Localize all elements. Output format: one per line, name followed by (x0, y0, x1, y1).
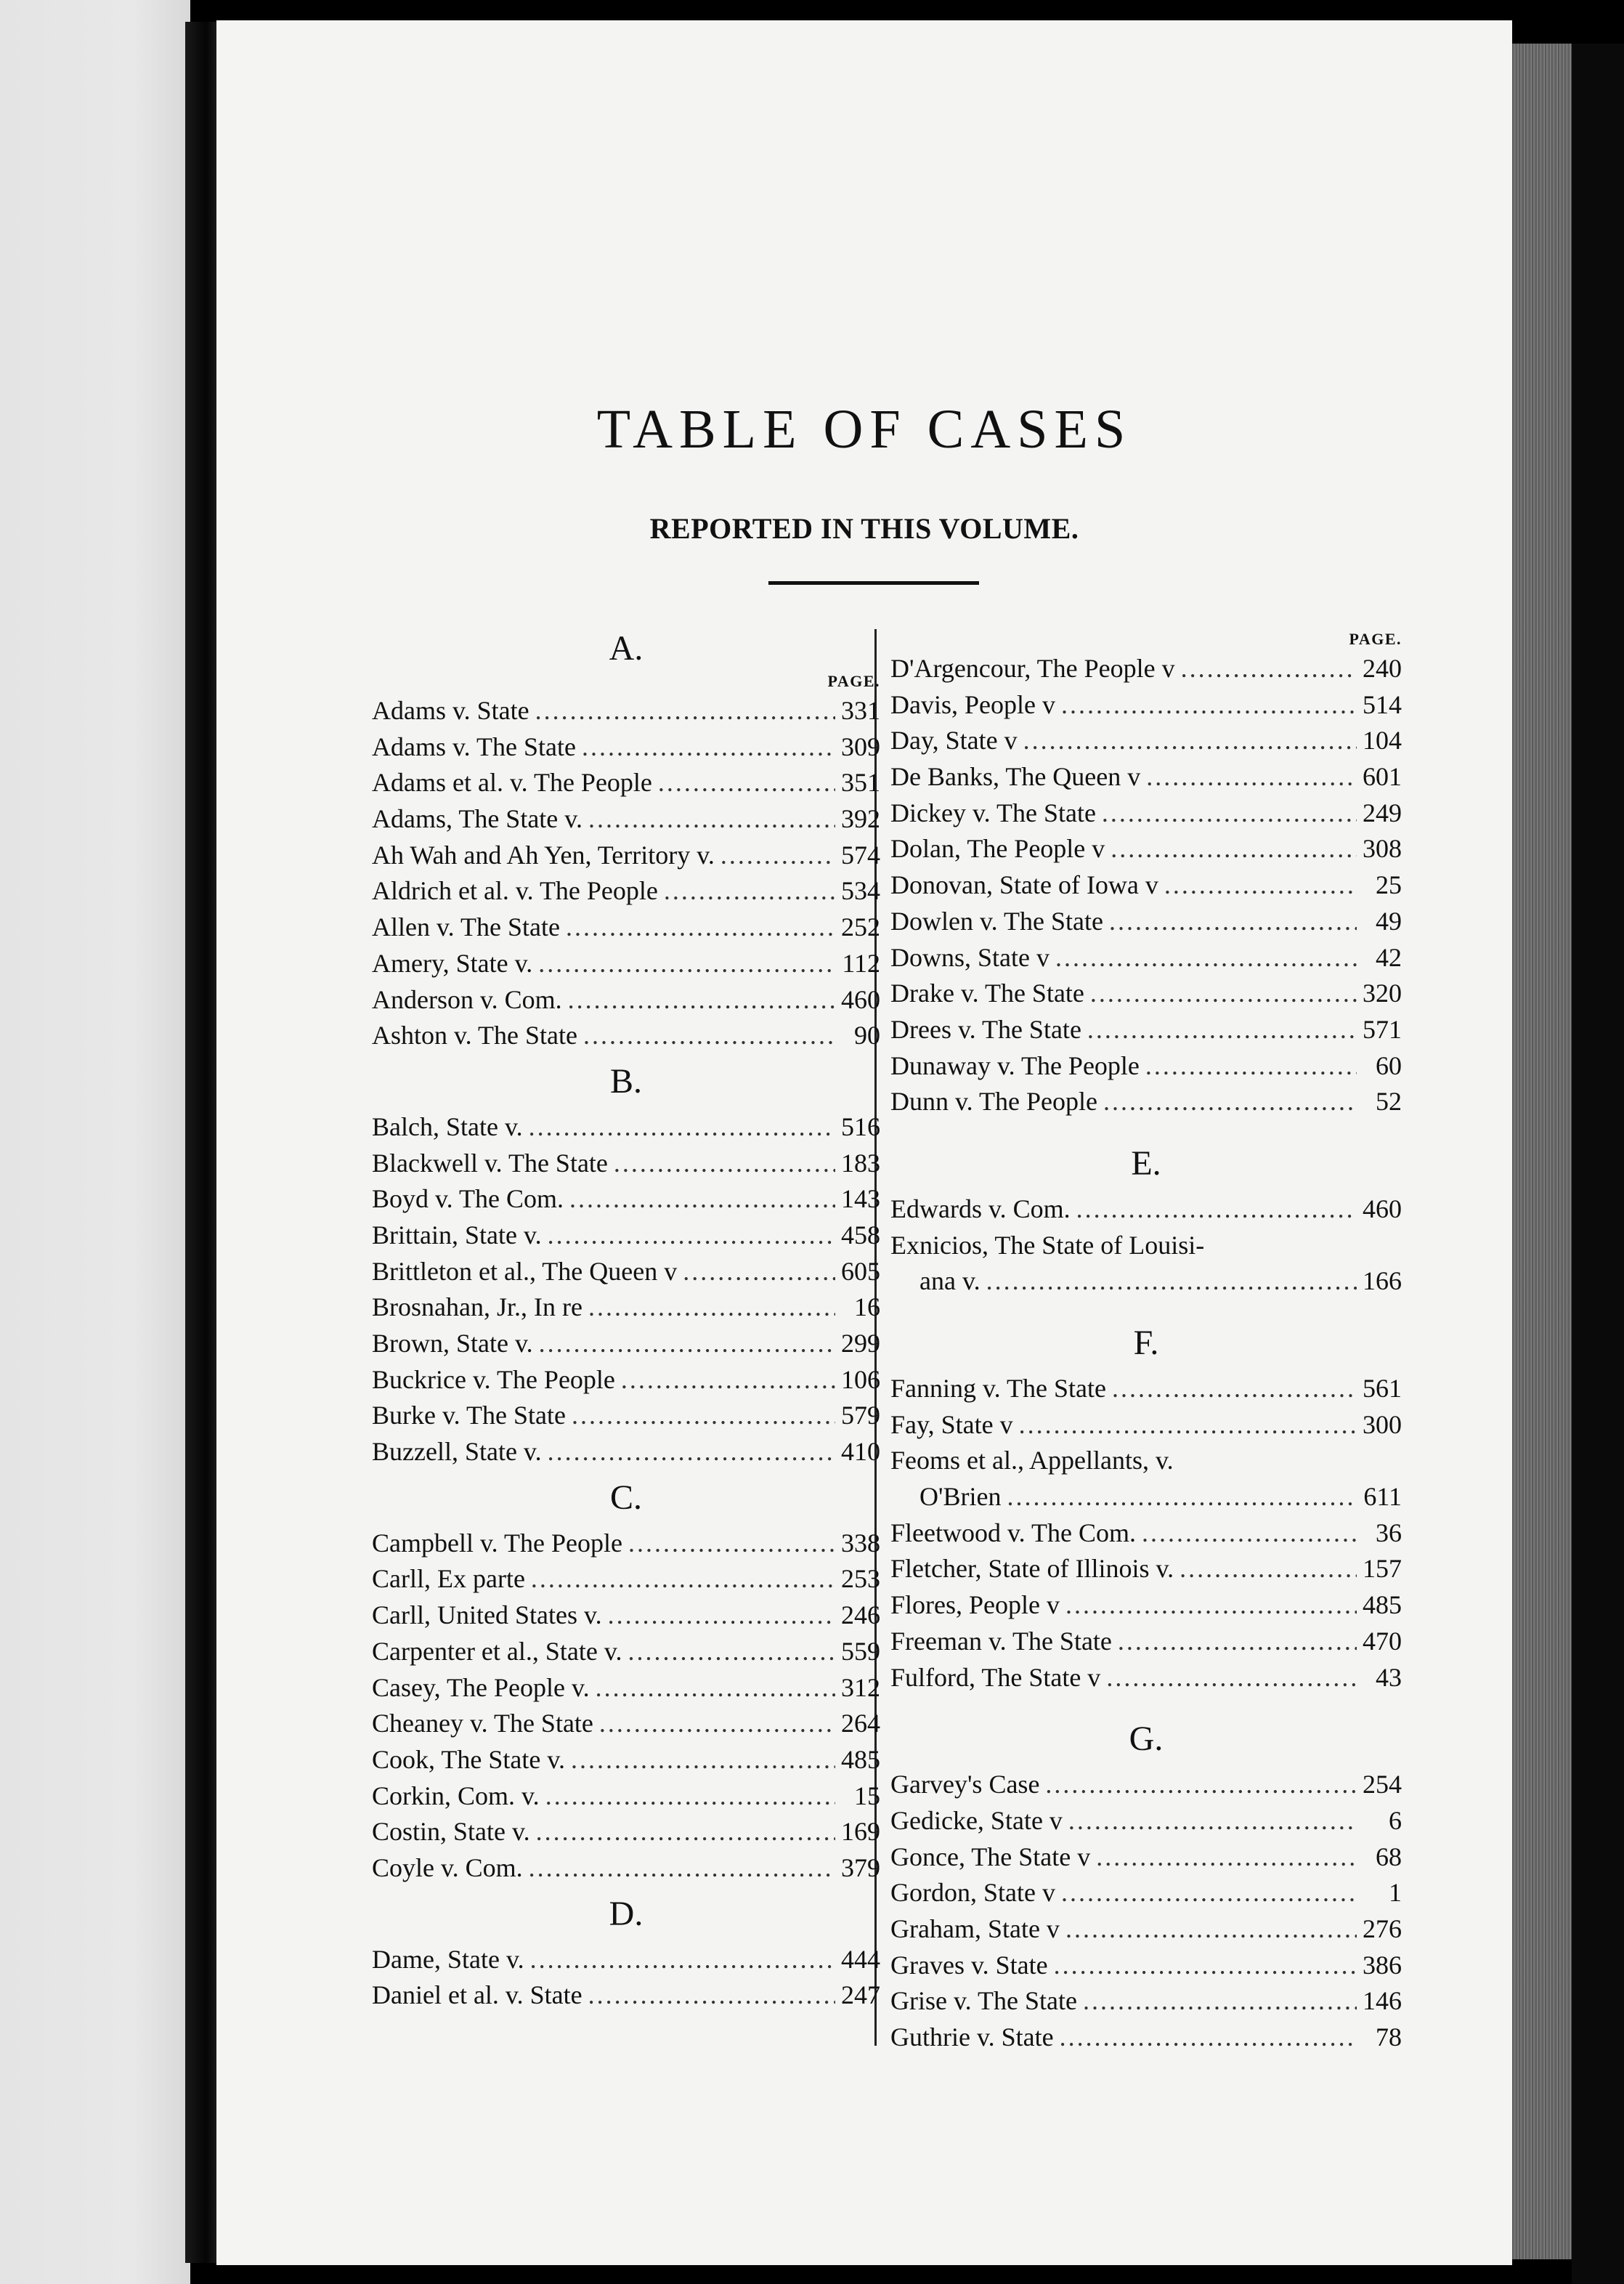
case-page-number: 300 (1363, 1409, 1402, 1439)
case-name: Donovan, State of Iowa v (890, 870, 1158, 900)
case-entry (372, 693, 880, 729)
case-page-number: 601 (1363, 762, 1402, 792)
case-entry (890, 1191, 1402, 1228)
case-name: Coyle v. Com. (372, 1852, 523, 1882)
case-entry (890, 1803, 1402, 1839)
dot-leader (1112, 1371, 1357, 1407)
case-name: Grise v. The State (890, 1986, 1077, 2016)
case-name: Adams v. State (372, 696, 529, 725)
case-name: Gonce, The State v (890, 1842, 1091, 1871)
page-edges (1512, 44, 1572, 2259)
case-entry (372, 1634, 880, 1670)
case-name: Casey, The People v. (372, 1672, 590, 1702)
dot-leader (548, 1434, 835, 1470)
case-entry (372, 910, 880, 946)
case-entry (890, 687, 1402, 724)
case-entry (372, 729, 880, 766)
case-name: Buzzell, State v. (372, 1437, 542, 1467)
case-name: Brittain, State v. (372, 1220, 542, 1250)
case-entry (372, 1181, 880, 1218)
case-entry (372, 1362, 880, 1398)
case-page-number: 470 (1363, 1626, 1402, 1656)
case-page-number: 299 (841, 1329, 880, 1358)
case-entry (372, 1977, 880, 2014)
case-page-number: 312 (841, 1672, 880, 1702)
case-entry (890, 831, 1402, 867)
case-page-number: 68 (1376, 1842, 1402, 1871)
title-rule (768, 581, 979, 585)
case-page-number: 514 (1363, 689, 1402, 719)
book-gutter (185, 22, 220, 2263)
case-entry (372, 1850, 880, 1887)
dot-leader (536, 1814, 835, 1850)
case-entry (372, 1018, 880, 1054)
case-page-number: 240 (1363, 654, 1402, 683)
case-name: Exnicios, The State of Louisi- (890, 1230, 1205, 1260)
dot-leader (608, 1597, 835, 1634)
case-entry (890, 1839, 1402, 1876)
case-entry (372, 1561, 880, 1597)
case-entry (372, 1706, 880, 1742)
section-letter: D. (609, 1894, 643, 1933)
dot-leader (529, 1109, 835, 1146)
case-name: Aldrich et al. v. The People (372, 876, 658, 906)
case-entry (372, 873, 880, 910)
case-page-number: 169 (841, 1817, 880, 1847)
dot-leader (1083, 1983, 1357, 2020)
case-name: Guthrie v. State (890, 2022, 1054, 2052)
case-entry (890, 867, 1402, 904)
case-page-number: 611 (1363, 1482, 1402, 1512)
case-entry (372, 1942, 880, 1978)
table-of-cases-page (216, 20, 1512, 2265)
dot-leader (1118, 1624, 1357, 1660)
case-entry (372, 801, 880, 838)
dot-leader (1181, 651, 1357, 687)
case-entry (372, 1109, 880, 1146)
dot-leader (1055, 940, 1357, 976)
case-page-number: 574 (841, 840, 880, 870)
case-page-number: 42 (1376, 942, 1402, 972)
case-name: Dunaway v. The People (890, 1050, 1140, 1080)
case-page-number: 309 (841, 732, 880, 761)
case-name: Graham, State v (890, 1914, 1060, 1943)
case-name: Carpenter et al., State v. (372, 1636, 622, 1666)
facing-page (0, 0, 190, 2284)
page-title: TABLE OF CASES (596, 399, 1132, 460)
dot-leader (614, 1146, 835, 1182)
case-entry (372, 838, 880, 874)
case-page-number: 52 (1376, 1087, 1402, 1117)
case-page-number: 485 (1363, 1590, 1402, 1620)
case-entry (890, 1875, 1402, 1911)
dot-leader (664, 873, 835, 910)
case-entry (890, 1407, 1402, 1443)
case-name: Balch, State v. (372, 1111, 523, 1141)
dot-leader (539, 1326, 835, 1362)
dot-leader (1023, 723, 1357, 759)
dot-leader (720, 838, 835, 874)
dot-leader (588, 801, 835, 838)
dot-leader (1164, 867, 1357, 904)
case-name: Feoms et al., Appellants, v. (890, 1446, 1174, 1475)
case-name: Ah Wah and Ah Yen, Territory v. (372, 840, 715, 870)
case-page-number: 458 (841, 1220, 880, 1250)
case-entry (372, 1289, 880, 1326)
dot-leader (1109, 904, 1357, 940)
case-name: Freeman v. The State (890, 1626, 1112, 1656)
case-page-number: 90 (854, 1021, 880, 1050)
section-gap (890, 1300, 1402, 1316)
dot-leader (530, 1942, 835, 1978)
case-entry (372, 982, 880, 1019)
case-name: O'Brien (919, 1482, 1002, 1512)
case-page-number: 386 (1363, 1950, 1402, 1980)
case-page-number: 534 (841, 876, 880, 906)
section-letter: E. (1131, 1143, 1161, 1183)
dot-leader (1180, 1551, 1357, 1587)
case-page-number: 579 (841, 1401, 880, 1430)
case-page-number: 49 (1376, 906, 1402, 936)
section-letter: C. (609, 1478, 642, 1517)
case-name: Carll, Ex parte (372, 1564, 525, 1594)
case-entry (890, 1911, 1402, 1948)
case-page-number: 331 (841, 696, 880, 725)
dot-leader (1045, 1767, 1357, 1803)
case-page-number: 254 (1363, 1770, 1402, 1799)
case-name: Burke v. The State (372, 1401, 566, 1430)
case-page-number: 379 (841, 1852, 880, 1882)
dot-leader (1090, 976, 1357, 1012)
case-entry (890, 1660, 1402, 1696)
dot-leader (1096, 1839, 1357, 1876)
case-entry (890, 976, 1402, 1012)
section-letter: B. (609, 1061, 642, 1101)
dot-leader (683, 1254, 835, 1290)
case-name: Ashton v. The State (372, 1021, 577, 1050)
case-entry (372, 1146, 880, 1182)
section-letter: A. (609, 629, 643, 668)
case-page-number: 143 (841, 1184, 880, 1214)
case-name: Fanning v. The State (890, 1374, 1106, 1403)
case-page-number: 146 (1363, 1986, 1402, 2016)
case-page-number: 410 (841, 1437, 880, 1467)
case-name: Fay, State v (890, 1409, 1013, 1439)
case-entry (890, 1479, 1402, 1515)
case-name: Dickey v. The State (890, 798, 1096, 827)
page-column-label: PAGE. (1349, 630, 1402, 648)
dot-leader (1007, 1479, 1357, 1515)
case-page-number: 561 (1363, 1374, 1402, 1403)
dot-leader (531, 1561, 835, 1597)
case-name: Cheaney v. The State (372, 1709, 593, 1738)
dot-leader (599, 1706, 835, 1742)
dot-leader (658, 765, 835, 801)
case-entry (372, 1597, 880, 1634)
case-name: Adams et al. v. The People (372, 768, 652, 798)
section-gap (890, 1696, 1402, 1712)
case-page-number: 6 (1389, 1805, 1402, 1835)
case-name: Amery, State v. (372, 948, 533, 978)
page-subtitle: REPORTED IN THIS VOLUME. (649, 512, 1079, 545)
case-entry (372, 765, 880, 801)
case-name: Graves v. State (890, 1950, 1048, 1980)
dot-leader (566, 910, 835, 946)
dot-leader (1142, 1515, 1357, 1552)
case-name: Allen v. The State (372, 912, 560, 942)
section-letter: F. (1133, 1324, 1159, 1362)
case-page-number: 605 (841, 1256, 880, 1286)
case-name: Cook, The State v. (372, 1744, 565, 1774)
dot-leader (596, 1670, 835, 1706)
dot-leader (588, 1977, 835, 2014)
case-entry (890, 1084, 1402, 1120)
case-name: Downs, State v (890, 942, 1049, 972)
case-entry (890, 904, 1402, 940)
dot-leader (1065, 1911, 1357, 1948)
left-column (372, 628, 880, 2014)
case-entry (890, 1624, 1402, 1660)
dot-leader (986, 1263, 1357, 1300)
dot-leader (1145, 1048, 1357, 1085)
dot-leader (1111, 831, 1357, 867)
dot-leader (538, 946, 835, 982)
case-entry (890, 795, 1402, 832)
case-name: Gedicke, State v (890, 1805, 1063, 1835)
case-name: Drees v. The State (890, 1014, 1081, 1044)
case-entry (890, 1767, 1402, 1803)
case-name: Daniel et al. v. State (372, 1980, 582, 2010)
case-page-number: 392 (841, 804, 880, 834)
dot-leader (628, 1526, 835, 1562)
case-name: Dunn v. The People (890, 1087, 1097, 1117)
case-name: Gordon, State v (890, 1878, 1055, 1908)
case-entry (890, 651, 1402, 687)
dot-leader (1068, 1803, 1357, 1839)
dot-leader (1087, 1012, 1357, 1048)
case-name: Flores, People v (890, 1590, 1060, 1620)
case-entry (890, 1228, 1402, 1264)
dot-leader (529, 1850, 835, 1887)
case-page-number: 25 (1376, 870, 1402, 900)
case-entry (890, 1048, 1402, 1085)
case-page-number: 485 (841, 1744, 880, 1774)
case-page-number: 571 (1363, 1014, 1402, 1044)
right-column (890, 628, 1402, 2056)
case-page-number: 264 (841, 1709, 880, 1738)
case-name: Drake v. The State (890, 979, 1084, 1008)
dot-leader (1019, 1407, 1357, 1443)
case-entry (372, 1814, 880, 1850)
case-entry (372, 1218, 880, 1254)
case-name: Dowlen v. The State (890, 906, 1103, 936)
case-page-number: 15 (854, 1781, 880, 1810)
scan-background (1572, 44, 1624, 2284)
case-name: Brown, State v. (372, 1329, 533, 1358)
case-page-number: 247 (841, 1980, 880, 2010)
case-entry (890, 1012, 1402, 1048)
case-name: Dolan, The People v (890, 834, 1105, 864)
case-page-number: 351 (841, 768, 880, 798)
case-page-number: 36 (1376, 1518, 1402, 1547)
case-entry (890, 759, 1402, 795)
dot-leader (548, 1218, 835, 1254)
case-name: Campbell v. The People (372, 1528, 622, 1558)
case-page-number: 559 (841, 1636, 880, 1666)
case-name: Blackwell v. The State (372, 1148, 608, 1178)
case-page-number: 60 (1376, 1050, 1402, 1080)
case-entry (372, 1326, 880, 1362)
dot-leader (569, 1181, 835, 1218)
case-entry (890, 1443, 1402, 1479)
case-entry (372, 1778, 880, 1815)
dot-leader (1061, 1875, 1357, 1911)
dot-leader (1076, 1191, 1357, 1228)
case-page-number: 460 (841, 984, 880, 1014)
case-name: Fulford, The State v (890, 1662, 1101, 1692)
case-page-number: 516 (841, 1111, 880, 1141)
case-name: Costin, State v. (372, 1817, 530, 1847)
dot-leader (545, 1778, 835, 1815)
case-page-number: 183 (841, 1148, 880, 1178)
case-entry (890, 940, 1402, 976)
case-name: Adams, The State v. (372, 804, 582, 834)
dot-leader (572, 1398, 835, 1434)
dot-leader (1061, 687, 1357, 724)
case-entry (890, 1587, 1402, 1624)
case-page-number: 166 (1363, 1266, 1402, 1296)
case-name: Brittleton et al., The Queen v (372, 1256, 678, 1286)
dot-leader (621, 1362, 835, 1398)
dot-leader (588, 1289, 835, 1326)
case-name: ana v. (919, 1266, 981, 1296)
case-entry (890, 1263, 1402, 1300)
dot-leader (582, 729, 835, 766)
case-entry (890, 1551, 1402, 1587)
case-entry (372, 946, 880, 982)
case-name: D'Argencour, The People v (890, 654, 1175, 683)
case-name: Fletcher, State of Illinois v. (890, 1554, 1174, 1584)
dot-leader (1103, 1084, 1357, 1120)
dot-leader (568, 982, 835, 1019)
case-name: Dame, State v. (372, 1944, 524, 1974)
case-page-number: 460 (1363, 1194, 1402, 1223)
case-name: Brosnahan, Jr., In re (372, 1292, 582, 1322)
case-page-number: 106 (841, 1364, 880, 1394)
case-entry (372, 1398, 880, 1434)
page-column-label: PAGE. (827, 672, 880, 690)
section-letter: G. (1129, 1720, 1164, 1759)
case-page-number: 112 (842, 948, 880, 978)
case-name: Anderson v. Com. (372, 984, 562, 1014)
case-name: Davis, People v (890, 689, 1055, 719)
dot-leader (1060, 2020, 1357, 2056)
case-page-number: 444 (841, 1944, 880, 1974)
case-name: Day, State v (890, 726, 1018, 756)
case-page-number: 338 (841, 1528, 880, 1558)
case-page-number: 43 (1376, 1662, 1402, 1692)
case-name: Garvey's Case (890, 1770, 1040, 1799)
case-entry (890, 1983, 1402, 2020)
case-page-number: 157 (1363, 1554, 1402, 1584)
case-entry (372, 1254, 880, 1290)
case-entry (890, 723, 1402, 759)
dot-leader (535, 693, 835, 729)
case-page-number: 16 (854, 1292, 880, 1322)
case-entry (372, 1670, 880, 1706)
case-entry (890, 1948, 1402, 1984)
case-name: Carll, United States v. (372, 1600, 602, 1630)
case-entry (890, 2020, 1402, 2056)
case-name: Adams v. The State (372, 732, 576, 761)
case-entry (890, 1371, 1402, 1407)
case-name: Buckrice v. The People (372, 1364, 615, 1394)
case-name: Edwards v. Com. (890, 1194, 1071, 1223)
case-entry (890, 1515, 1402, 1552)
case-name: Boyd v. The Com. (372, 1184, 564, 1214)
dot-leader (583, 1018, 835, 1054)
case-page-number: 104 (1363, 726, 1402, 756)
case-entry (372, 1526, 880, 1562)
dot-leader (1146, 759, 1357, 795)
section-gap (890, 1120, 1402, 1136)
case-page-number: 276 (1363, 1914, 1402, 1943)
case-page-number: 249 (1363, 798, 1402, 827)
case-page-number: 1 (1389, 1878, 1402, 1908)
case-entry (372, 1434, 880, 1470)
case-page-number: 320 (1363, 979, 1402, 1008)
dot-leader (628, 1634, 835, 1670)
case-name: De Banks, The Queen v (890, 762, 1141, 792)
case-page-number: 308 (1363, 834, 1402, 864)
case-page-number: 78 (1376, 2022, 1402, 2052)
case-entry (372, 1742, 880, 1778)
dot-leader (1065, 1587, 1357, 1624)
case-page-number: 246 (841, 1600, 880, 1630)
case-name: Corkin, Com. v. (372, 1781, 540, 1810)
case-page-number: 253 (841, 1564, 880, 1594)
case-page-number: 252 (841, 912, 880, 942)
dot-leader (1102, 795, 1357, 832)
dot-leader (571, 1742, 835, 1778)
case-name: Fleetwood v. The Com. (890, 1518, 1136, 1547)
dot-leader (1106, 1660, 1357, 1696)
dot-leader (1054, 1948, 1357, 1984)
